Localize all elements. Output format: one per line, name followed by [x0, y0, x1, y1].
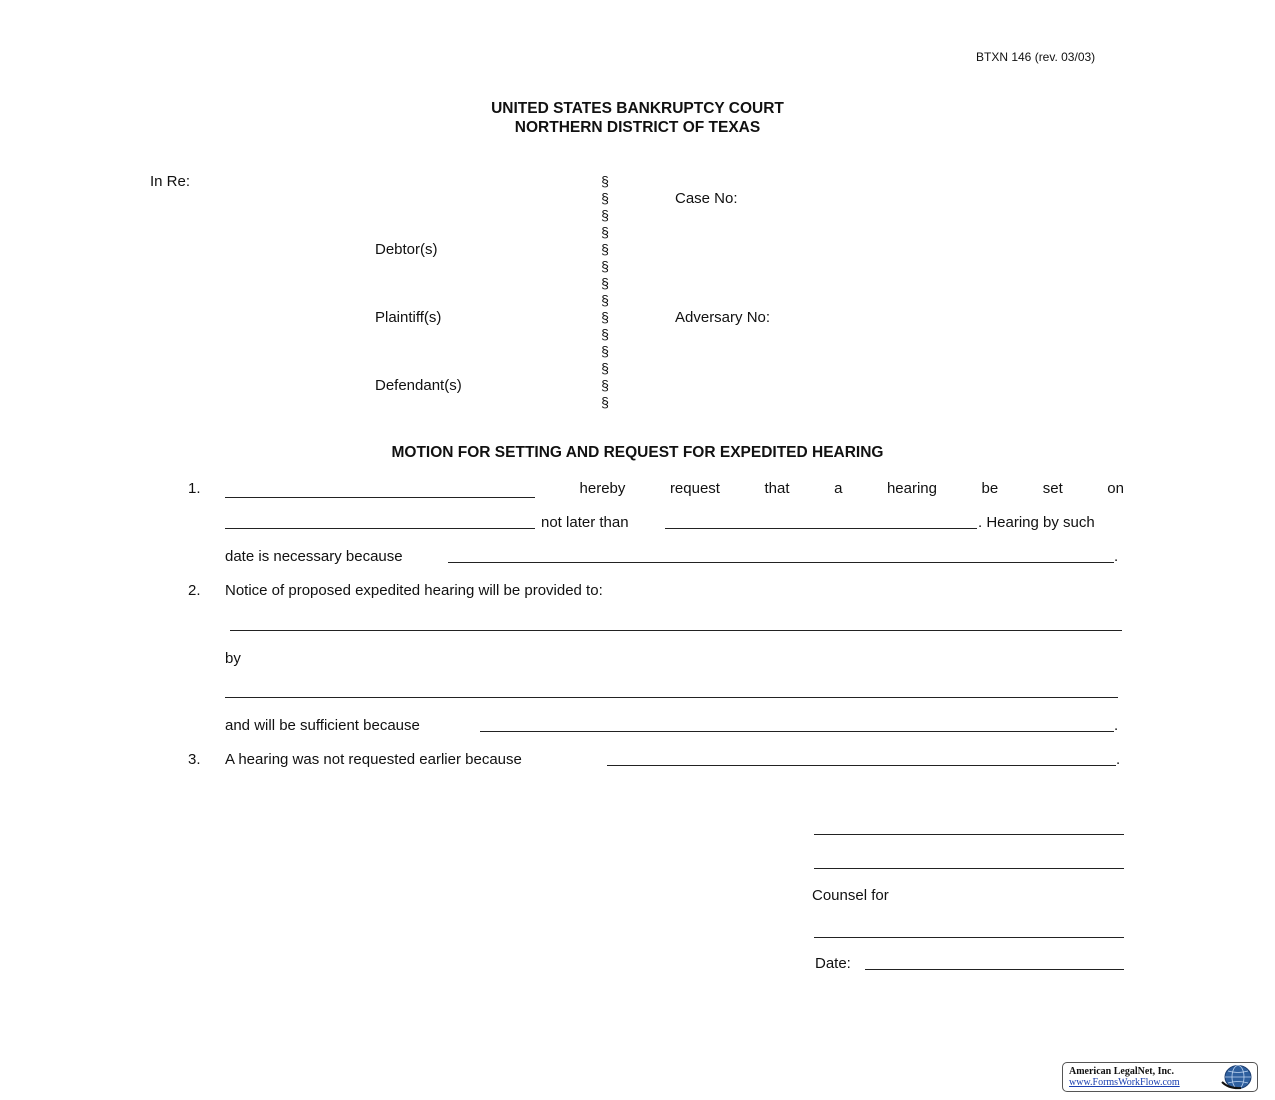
item-1-word: request — [669, 480, 720, 497]
badge-url[interactable]: www.FormsWorkFlow.com — [1069, 1077, 1180, 1088]
motion-title: MOTION FOR SETTING AND REQUEST FOR EXPEDITED HEARING — [391, 444, 884, 461]
counsel-for-party-blank[interactable] — [814, 937, 1124, 938]
item-1-word: hereby — [579, 480, 626, 497]
period: . — [1114, 717, 1119, 734]
notice-method-blank[interactable] — [225, 697, 1118, 698]
sufficient-because-text: and will be sufficient because — [225, 717, 420, 734]
section-symbol: § — [601, 190, 609, 206]
badge-company: American LegalNet, Inc. — [1069, 1066, 1174, 1077]
form-id: BTXN 146 (rev. 03/03) — [976, 50, 1096, 64]
section-symbol: § — [601, 224, 609, 240]
american-legalnet-badge[interactable] — [1062, 1062, 1258, 1092]
section-symbol: § — [601, 173, 609, 189]
plaintiff-label: Plaintiff(s) — [375, 309, 442, 326]
item-1-word: be — [981, 480, 999, 497]
item-1-line-1 — [225, 480, 1124, 498]
section-symbol: § — [601, 360, 609, 376]
item-number-2: 2. — [188, 582, 201, 599]
court-name: UNITED STATES BANKRUPTCY COURT — [491, 100, 784, 117]
notice-recipients-blank[interactable] — [230, 630, 1122, 631]
date-necessary-text: date is necessary because — [225, 548, 403, 565]
item-1-word: on — [1107, 480, 1124, 497]
notice-text: Notice of proposed expedited hearing will be provided to: — [225, 582, 603, 599]
section-symbol: § — [601, 241, 609, 257]
section-symbol: § — [601, 275, 609, 291]
not-requested-reason-blank[interactable] — [607, 765, 1116, 766]
section-symbol: § — [601, 343, 609, 359]
section-symbol: § — [601, 292, 609, 308]
by-text: by — [225, 650, 241, 667]
not-requested-earlier-text: A hearing was not requested earlier because — [225, 751, 522, 768]
signature-blank[interactable] — [814, 834, 1124, 835]
section-symbol: § — [601, 309, 609, 325]
date-blank[interactable] — [865, 969, 1124, 970]
deadline-date-blank[interactable] — [665, 528, 977, 529]
reason-necessary-blank[interactable] — [448, 562, 1114, 563]
item-number-1: 1. — [188, 480, 201, 497]
court-district: NORTHERN DISTRICT OF TEXAS — [514, 119, 761, 136]
item-1-word: hearing — [886, 480, 937, 497]
hearing-by-such-text: . Hearing by such — [978, 514, 1095, 531]
sufficiency-reason-blank[interactable] — [480, 731, 1114, 732]
globe-logo-icon — [1219, 1064, 1253, 1090]
not-later-than-text: not later than — [541, 514, 629, 531]
period: . — [1114, 548, 1119, 565]
item-1-word: set — [1042, 480, 1063, 497]
period: . — [1116, 751, 1121, 768]
section-symbol: § — [601, 377, 609, 393]
case-no-label: Case No: — [675, 190, 738, 207]
in-re-label: In Re: — [150, 173, 191, 190]
date-label: Date: — [815, 955, 851, 972]
party-name-blank[interactable] — [225, 480, 535, 498]
section-symbol: § — [601, 394, 609, 410]
defendant-label: Defendant(s) — [375, 377, 462, 394]
matter-blank[interactable] — [225, 528, 535, 529]
item-1-word: a — [834, 480, 843, 497]
item-number-3: 3. — [188, 751, 201, 768]
item-1-word: that — [764, 480, 790, 497]
section-symbol: § — [601, 258, 609, 274]
debtor-label: Debtor(s) — [375, 241, 438, 258]
section-symbol: § — [601, 207, 609, 223]
section-symbol: § — [601, 326, 609, 342]
counsel-for-label: Counsel for — [812, 887, 889, 904]
printed-name-blank[interactable] — [814, 868, 1124, 869]
adversary-no-label: Adversary No: — [675, 309, 771, 326]
